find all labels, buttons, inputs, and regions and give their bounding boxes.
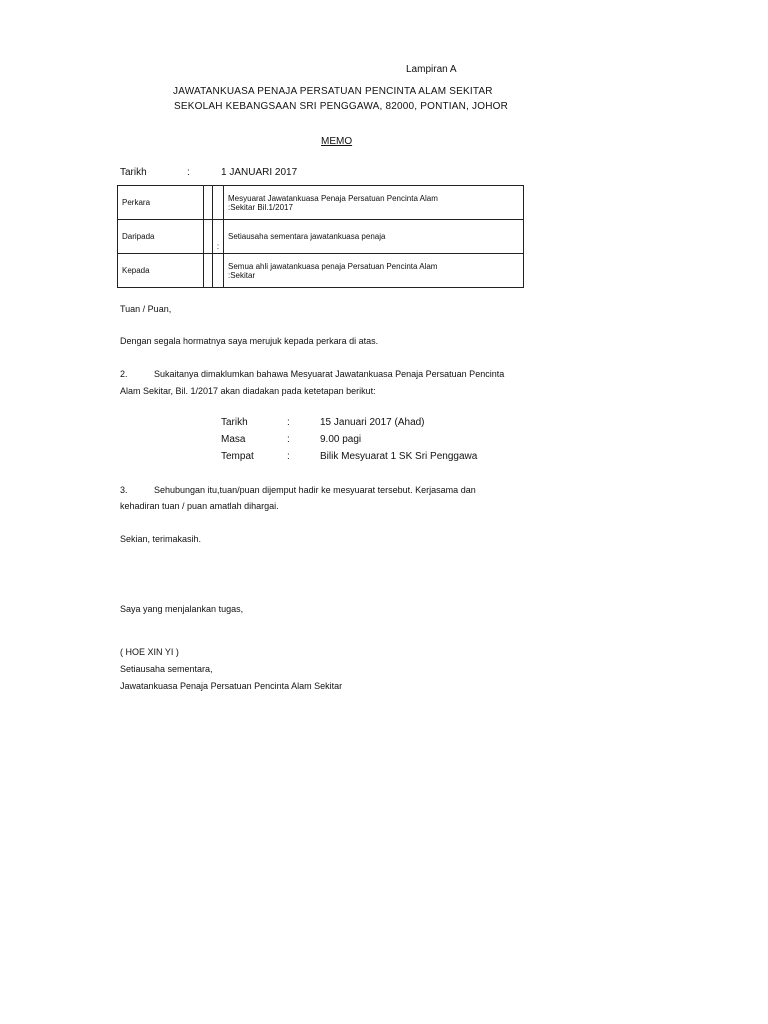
detail-label: Masa bbox=[221, 434, 246, 445]
org-name-line1: JAWATANKUASA PENAJA PERSATUAN PENCINTA ALAM SEKITAR bbox=[173, 86, 493, 97]
row-colon bbox=[213, 186, 224, 220]
attachment-label: Lampiran A bbox=[406, 64, 457, 75]
row-value bbox=[224, 186, 524, 220]
paragraph-3-line1: Sehubungan itu,tuan/puan dijemput hadir ke mesyuarat tersebut. Kerjasama dan bbox=[154, 485, 476, 495]
row-value-line2: :Sekitar Bil.1/2017 bbox=[228, 202, 293, 212]
paragraph-3-number: 3. bbox=[120, 485, 128, 495]
row-colon: : bbox=[216, 242, 220, 251]
date-label: Tarikh bbox=[120, 167, 147, 178]
table-row bbox=[118, 186, 524, 220]
table-row bbox=[118, 254, 524, 288]
detail-colon: : bbox=[287, 417, 290, 428]
memo-header-table bbox=[117, 185, 524, 288]
signatory-organization: Jawatankuasa Penaja Persatuan Pencinta Alam Sekitar bbox=[120, 681, 343, 691]
closing-text: Sekian, terimakasih. bbox=[120, 534, 202, 544]
row-value-line1: Setiausaha sementara jawatankuasa penaja bbox=[228, 232, 386, 241]
detail-label: Tarikh bbox=[221, 417, 248, 428]
org-name-line2: SEKOLAH KEBANGSAAN SRI PENGGAWA, 82000, PONTIAN, JOHOR bbox=[174, 101, 509, 112]
row-colon bbox=[213, 254, 224, 288]
memo-title: MEMO bbox=[321, 136, 353, 147]
detail-label: Tempat bbox=[221, 451, 254, 462]
signatory-name: ( HOE XIN YI ) bbox=[120, 647, 179, 657]
row-label: Daripada bbox=[118, 220, 204, 254]
paragraph-2-number: 2. bbox=[120, 369, 128, 379]
detail-colon: : bbox=[287, 434, 290, 445]
salutation: Tuan / Puan, bbox=[120, 304, 172, 314]
row-label: Perkara bbox=[118, 186, 204, 220]
paragraph-2-line2: Alam Sekitar, Bil. 1/2017 akan diadakan pada ketetapan berikut: bbox=[120, 386, 376, 396]
date-value: 1 JANUARI 2017 bbox=[221, 167, 298, 178]
paragraph-2-line1: Sukaitanya dimaklumkan bahawa Mesyuarat Jawatankuasa Penaja Persatuan Pencinta bbox=[154, 369, 505, 379]
row-value-line2: :Sekitar bbox=[228, 270, 256, 280]
row-value bbox=[224, 220, 524, 254]
detail-colon: : bbox=[287, 451, 290, 462]
detail-value: Bilik Mesyuarat 1 SK Sri Penggawa bbox=[320, 451, 478, 462]
table-row bbox=[118, 220, 524, 254]
signatory-role: Setiausaha sementara, bbox=[120, 664, 213, 674]
row-label: Kepada bbox=[118, 254, 204, 288]
row-value bbox=[224, 254, 524, 288]
paragraph-1: Dengan segala hormatnya saya merujuk kepada perkara di atas. bbox=[120, 336, 379, 346]
paragraph-3-line2: kehadiran tuan / puan amatlah dihargai. bbox=[120, 501, 279, 511]
duty-text: Saya yang menjalankan tugas, bbox=[120, 604, 244, 614]
detail-value: 15 Januari 2017 (Ahad) bbox=[320, 417, 425, 428]
detail-value: 9.00 pagi bbox=[320, 434, 362, 445]
row-value-line1: Mesyuarat Jawatankuasa Penaja Persatuan Pencinta Alam bbox=[228, 193, 438, 203]
row-value-line1: Semua ahli jawatankuasa penaja Persatuan Pencinta Alam bbox=[228, 261, 438, 271]
date-colon: : bbox=[187, 167, 190, 178]
